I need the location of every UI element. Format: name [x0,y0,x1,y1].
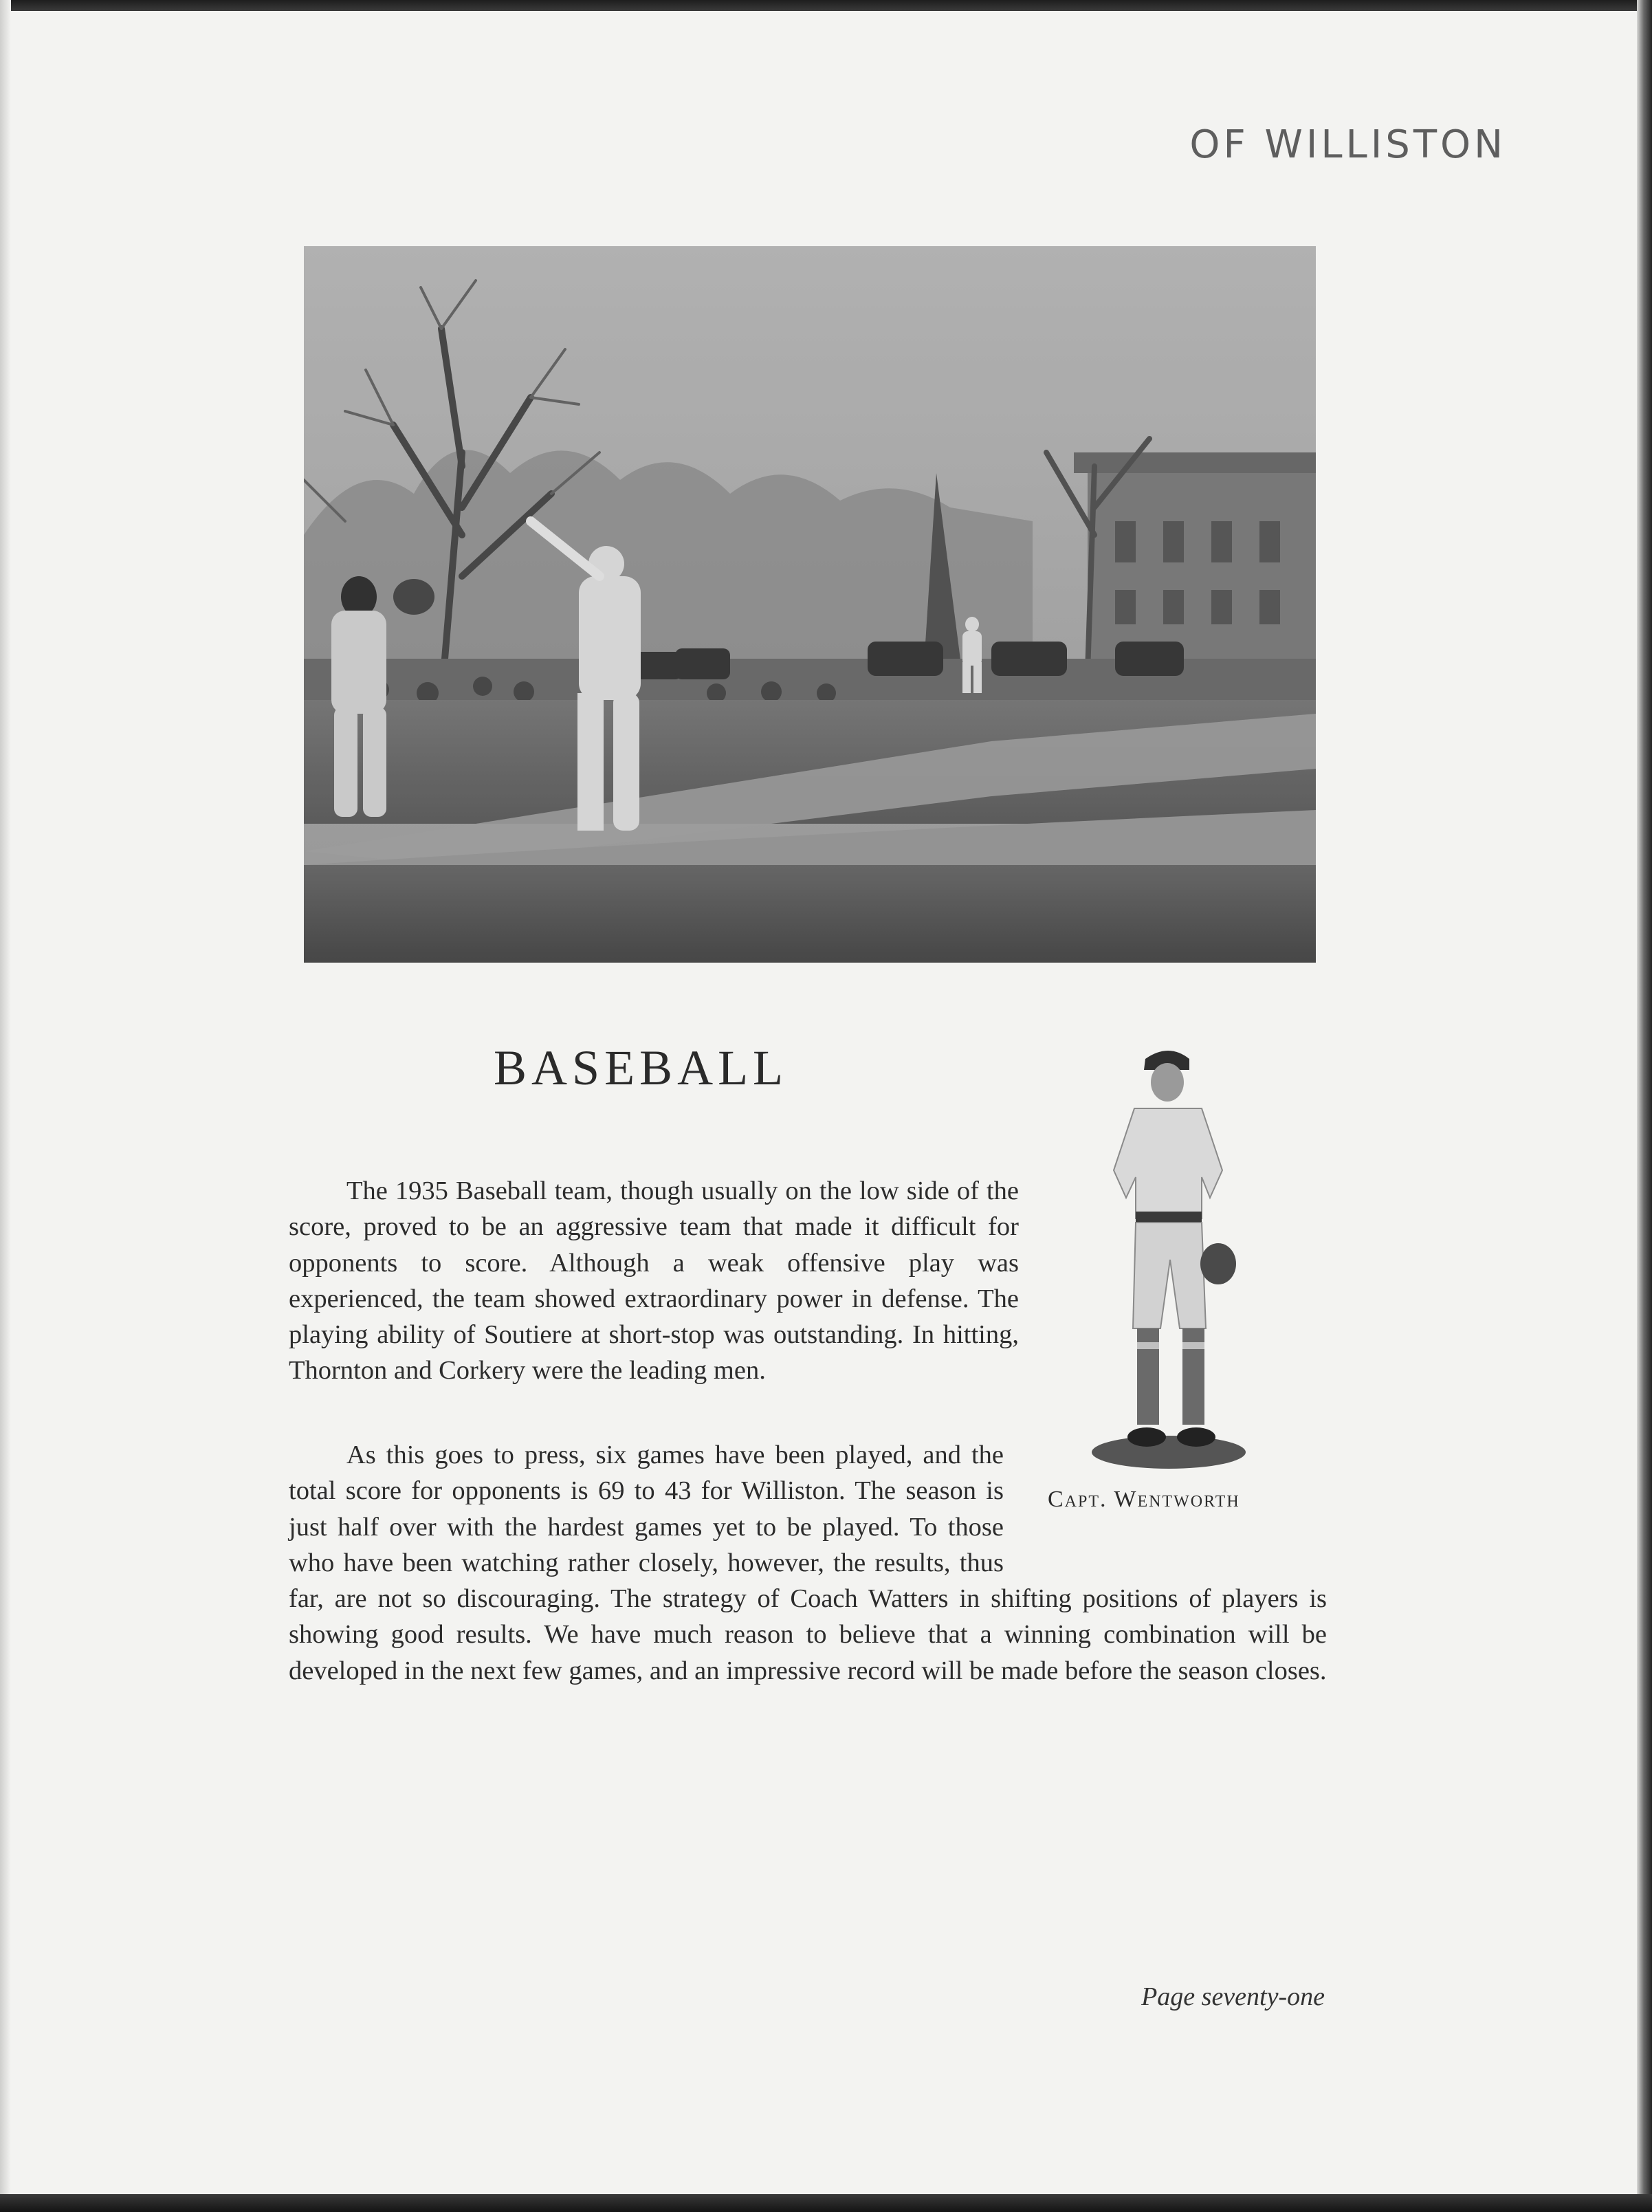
scan-edge-left [0,0,11,2212]
paragraph-2 [289,1437,1327,1689]
running-head: OF WILLISTON [1189,122,1506,167]
paragraph-2-text: As this goes to press, six games have been played, and the total score for opponents is 69 to 43 for Williston. The season is just half over with the hardest games yet to be played. To those who have been watching rather closely, however, the results, thus far, are not so discouraging. The strategy of Coach Watters in shifting positions of players is showing good results. We have much reason to believe that a winning combination will be developed in the next few games, and an impressive record will be made before the season closes. [289,1441,1327,1685]
scan-edge-bottom [0,2194,1652,2212]
captain-photo [1086,1040,1251,1473]
baseball-game-photo [304,246,1316,963]
captain-caption: Capt. Wentworth [1048,1487,1240,1512]
page-number: Page seventy-one [1141,1982,1325,2011]
paragraph-1: The 1935 Baseball team, though usually on the low side of the score, proved to be an aggressive team that made it difficult for opponents to score. Although a weak offensive play was experienced, the team showed extraordinary power in defense. The playing ability of Soutiere at short-stop was outstanding. In hitting, Thornton and Corkery were the leading men. [289,1176,1019,1386]
section-title: BASEBALL [494,1040,789,1095]
scan-edge-top [0,0,1652,11]
scan-edge-right [1637,0,1652,2212]
